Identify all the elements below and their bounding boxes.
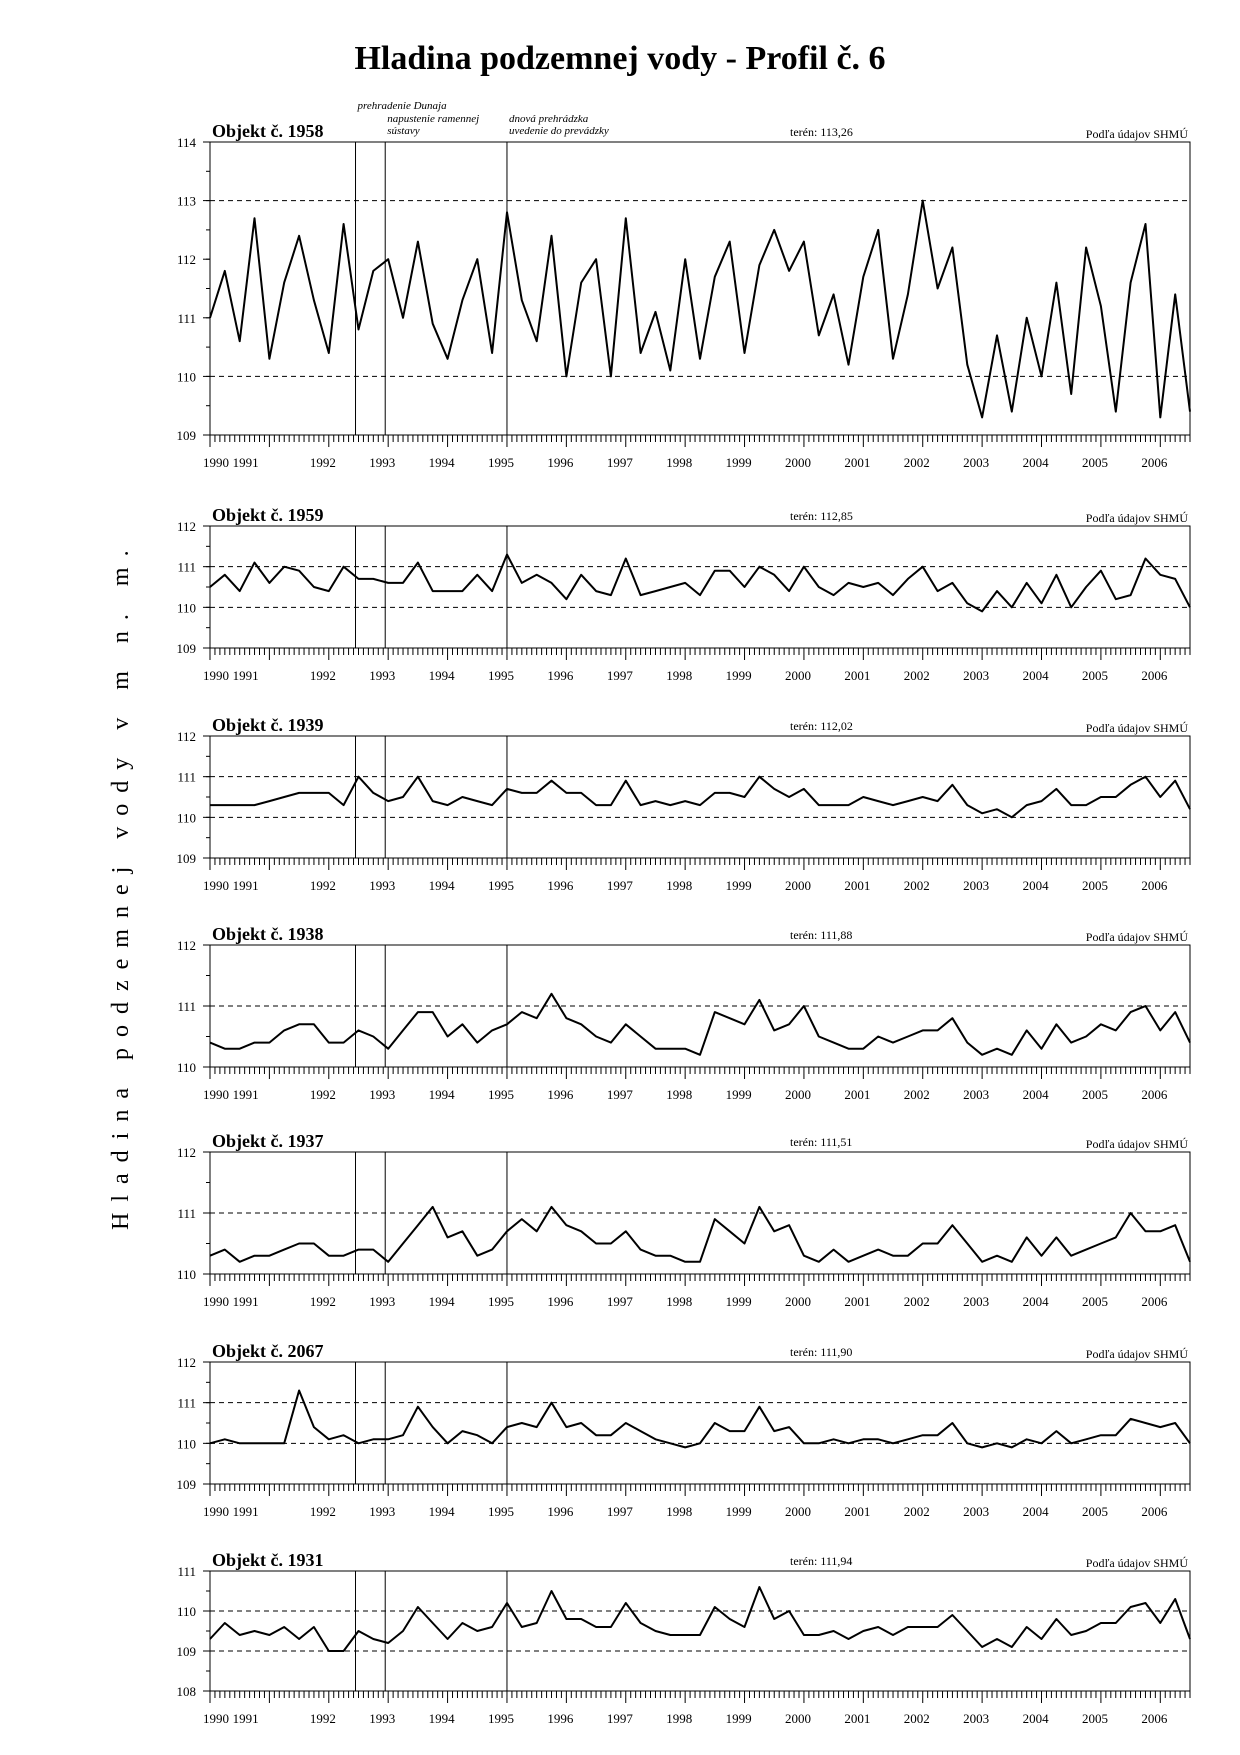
- y-tick-label: 113: [176, 193, 196, 209]
- x-tick-label: 2002: [903, 455, 930, 470]
- x-tick-label: 1993: [369, 455, 396, 470]
- y-tick-label: 110: [176, 1060, 196, 1075]
- x-tick-label: 1998: [666, 455, 693, 470]
- object-title: Objekt č. 1959: [212, 505, 324, 525]
- x-tick-label: 1997: [606, 1294, 633, 1309]
- x-tick-label: 1991: [232, 1294, 259, 1309]
- x-tick-label: 1995: [488, 668, 515, 683]
- x-tick-label: 1998: [666, 1711, 693, 1726]
- y-tick-label: 110: [176, 369, 196, 385]
- x-tick-label: 2003: [963, 455, 990, 470]
- x-tick-label: 1997: [606, 878, 633, 893]
- x-tick-label: 1991: [232, 1711, 259, 1726]
- y-tick-label: 112: [176, 1145, 196, 1160]
- x-tick-label: 1997: [606, 1711, 633, 1726]
- x-tick-label: 2004: [1022, 1711, 1049, 1726]
- x-tick-label: 2001: [844, 1504, 871, 1519]
- object-title: Objekt č. 1939: [212, 715, 324, 735]
- x-tick-label: 1994: [428, 878, 455, 893]
- chart-panel-3: [177, 715, 1191, 893]
- series-line: [210, 555, 1190, 612]
- x-tick-label: 1992: [309, 1294, 336, 1309]
- page-title: Hladina podzemnej vody - Profil č. 6: [354, 40, 886, 77]
- y-tick-label: 111: [177, 559, 196, 575]
- y-tick-label: 110: [176, 1436, 196, 1452]
- x-tick-label: 1991: [232, 455, 259, 470]
- x-tick-label: 1993: [369, 1711, 396, 1726]
- x-tick-label: 1992: [309, 1087, 336, 1102]
- x-tick-label: 1994: [428, 1504, 455, 1519]
- x-tick-label: 1993: [369, 1294, 396, 1309]
- x-tick-label: 1994: [428, 668, 455, 683]
- x-tick-label: 2003: [963, 1294, 990, 1309]
- y-tick-label: 112: [176, 729, 196, 744]
- source-label: Podľa údajov SHMÚ: [1085, 930, 1188, 944]
- x-tick-label: 2005: [1081, 878, 1108, 893]
- x-tick-label: 1997: [606, 455, 633, 470]
- x-tick-label: 2000: [785, 1294, 811, 1309]
- x-tick-label: 2002: [903, 1087, 930, 1102]
- x-tick-label: 2005: [1081, 1294, 1108, 1309]
- x-tick-label: 2001: [844, 878, 871, 893]
- x-tick-label: 2003: [963, 668, 990, 683]
- x-tick-label: 1999: [725, 878, 752, 893]
- x-tick-label: 1994: [428, 455, 455, 470]
- y-tick-label: 111: [177, 769, 196, 785]
- x-tick-label: 1996: [547, 1294, 574, 1309]
- x-tick-label: 2005: [1081, 668, 1108, 683]
- x-tick-label: 1993: [369, 1504, 396, 1519]
- x-tick-label: 1991: [232, 1087, 259, 1102]
- x-tick-label: 1996: [547, 668, 574, 683]
- x-tick-label: 1999: [725, 668, 752, 683]
- x-tick-label: 1998: [666, 1504, 693, 1519]
- x-tick-label: 1990: [202, 1504, 229, 1519]
- x-tick-label: 2004: [1022, 1294, 1049, 1309]
- x-tick-label: 1996: [547, 455, 574, 470]
- y-tick-label: 110: [176, 810, 196, 826]
- x-tick-label: 2006: [1141, 878, 1168, 893]
- x-tick-label: 1990: [202, 878, 229, 893]
- x-tick-label: 2001: [844, 1294, 871, 1309]
- terrain-label: terén: 113,26: [790, 125, 853, 139]
- y-tick-label: 108: [176, 1684, 196, 1699]
- x-tick-label: 2000: [785, 455, 811, 470]
- y-tick-label: 110: [176, 600, 196, 616]
- x-tick-label: 2004: [1022, 668, 1049, 683]
- terrain-label: terén: 112,85: [790, 509, 853, 523]
- y-tick-label: 112: [176, 1355, 196, 1370]
- x-tick-label: 1998: [666, 1087, 693, 1102]
- terrain-label: terén: 111,94: [790, 1554, 853, 1568]
- x-tick-label: 2005: [1081, 1087, 1108, 1102]
- x-tick-label: 1998: [666, 1294, 693, 1309]
- x-tick-label: 1993: [369, 878, 396, 893]
- x-tick-label: 2003: [963, 1711, 990, 1726]
- chart-panel-4: [177, 924, 1190, 1102]
- x-tick-label: 1995: [488, 1294, 515, 1309]
- x-tick-label: 2001: [844, 455, 871, 470]
- terrain-label: terén: 111,88: [790, 928, 853, 942]
- series-line: [210, 1207, 1190, 1262]
- x-tick-label: 1990: [202, 1294, 229, 1309]
- y-tick-label: 111: [177, 999, 196, 1014]
- series-line: [210, 201, 1190, 418]
- source-label: Podľa údajov SHMÚ: [1085, 127, 1188, 141]
- x-tick-label: 1997: [606, 668, 633, 683]
- x-tick-label: 1991: [232, 668, 259, 683]
- y-tick-label: 111: [177, 1206, 196, 1221]
- x-tick-label: 1990: [202, 455, 229, 470]
- x-tick-label: 1994: [428, 1087, 455, 1102]
- y-tick-label: 109: [176, 428, 196, 443]
- x-tick-label: 1999: [725, 1087, 752, 1102]
- y-tick-label: 111: [177, 1564, 196, 1579]
- source-label: Podľa údajov SHMÚ: [1085, 511, 1188, 525]
- series-line: [210, 777, 1190, 818]
- x-tick-label: 2002: [903, 1504, 930, 1519]
- object-title: Objekt č. 1938: [212, 924, 324, 944]
- event-label-line: prehradenie Dunaja: [357, 100, 447, 112]
- object-title: Objekt č. 1931: [212, 1550, 324, 1570]
- x-tick-label: 1992: [309, 878, 336, 893]
- x-tick-label: 2002: [903, 668, 930, 683]
- y-tick-label: 112: [176, 252, 196, 268]
- terrain-label: terén: 111,51: [790, 1135, 853, 1149]
- x-tick-label: 2006: [1141, 455, 1168, 470]
- x-tick-label: 2000: [785, 1711, 811, 1726]
- x-tick-label: 1999: [725, 1504, 752, 1519]
- y-tick-label: 110: [176, 1267, 196, 1282]
- source-label: Podľa údajov SHMÚ: [1085, 1137, 1188, 1151]
- chart-panel-6: [177, 1341, 1191, 1519]
- y-tick-label: 111: [177, 310, 196, 326]
- x-tick-label: 2001: [844, 1087, 871, 1102]
- x-tick-label: 1997: [606, 1504, 633, 1519]
- x-tick-label: 1993: [369, 1087, 396, 1102]
- x-tick-label: 1990: [202, 1087, 229, 1102]
- x-tick-label: 2002: [903, 1294, 930, 1309]
- x-tick-label: 1990: [202, 668, 229, 683]
- x-tick-label: 1992: [309, 1711, 336, 1726]
- y-tick-label: 109: [176, 1644, 196, 1659]
- chart-panel-1: [177, 121, 1191, 470]
- x-tick-label: 2005: [1081, 1711, 1108, 1726]
- x-tick-label: 2004: [1022, 455, 1049, 470]
- x-tick-label: 1994: [428, 1294, 455, 1309]
- y-axis-label: Hladina podzemnej vody v m n. m.: [108, 539, 134, 1230]
- x-tick-label: 1991: [232, 1504, 259, 1519]
- source-label: Podľa údajov SHMÚ: [1085, 1556, 1188, 1570]
- x-tick-label: 1999: [725, 1294, 752, 1309]
- plot-frame: [210, 1362, 1190, 1484]
- x-tick-label: 1999: [725, 1711, 752, 1726]
- x-tick-label: 1999: [725, 455, 752, 470]
- terrain-label: terén: 112,02: [790, 719, 853, 733]
- x-tick-label: 2006: [1141, 668, 1168, 683]
- x-tick-label: 2004: [1022, 878, 1049, 893]
- x-tick-label: 2000: [785, 1087, 811, 1102]
- x-tick-label: 2001: [844, 1711, 871, 1726]
- x-tick-label: 2006: [1141, 1504, 1168, 1519]
- x-tick-label: 2005: [1081, 1504, 1108, 1519]
- y-tick-label: 114: [176, 135, 196, 150]
- y-tick-label: 111: [177, 1395, 196, 1411]
- x-tick-label: 1991: [232, 878, 259, 893]
- x-tick-label: 2004: [1022, 1504, 1049, 1519]
- x-tick-label: 1997: [606, 1087, 633, 1102]
- series-line: [210, 1391, 1190, 1448]
- plot-frame: [210, 736, 1190, 858]
- series-line: [210, 1587, 1190, 1651]
- x-tick-label: 2006: [1141, 1294, 1168, 1309]
- x-tick-label: 1996: [547, 1711, 574, 1726]
- x-tick-label: 1995: [488, 1504, 515, 1519]
- x-tick-label: 1995: [488, 1711, 515, 1726]
- plot-frame: [210, 526, 1190, 648]
- x-tick-label: 2002: [903, 878, 930, 893]
- x-tick-label: 1990: [202, 1711, 229, 1726]
- event-label-line: napustenie ramennej: [387, 113, 480, 125]
- event-label-line: dnová prehrádzka: [508, 113, 589, 125]
- x-tick-label: 2004: [1022, 1087, 1049, 1102]
- y-tick-label: 109: [176, 641, 196, 656]
- x-tick-label: 1993: [369, 668, 396, 683]
- x-tick-label: 1994: [428, 1711, 455, 1726]
- source-label: Podľa údajov SHMÚ: [1085, 1347, 1188, 1361]
- x-tick-label: 1995: [488, 455, 515, 470]
- event-label-line: uvedenie do prevádzky: [508, 125, 609, 137]
- x-tick-label: 2005: [1081, 455, 1108, 470]
- x-tick-label: 1996: [547, 1504, 574, 1519]
- y-tick-label: 112: [176, 519, 196, 534]
- y-tick-label: 110: [176, 1604, 196, 1619]
- x-tick-label: 1995: [488, 878, 515, 893]
- x-tick-label: 1992: [309, 455, 336, 470]
- series-line: [210, 994, 1190, 1055]
- plot-frame: [210, 142, 1190, 435]
- x-tick-label: 1996: [547, 878, 574, 893]
- x-tick-label: 1992: [309, 668, 336, 683]
- x-tick-label: 2003: [963, 878, 990, 893]
- x-tick-label: 2000: [785, 878, 811, 893]
- source-label: Podľa údajov SHMÚ: [1085, 721, 1188, 735]
- object-title: Objekt č. 2067: [212, 1341, 324, 1361]
- y-tick-label: 109: [176, 1477, 196, 1492]
- x-tick-label: 2003: [963, 1087, 990, 1102]
- chart-panel-2: [177, 505, 1191, 683]
- x-tick-label: 2006: [1141, 1711, 1168, 1726]
- plot-frame: [210, 1571, 1190, 1691]
- object-title: Objekt č. 1937: [212, 1131, 324, 1151]
- chart-panel-5: [177, 1131, 1190, 1309]
- x-tick-label: 1995: [488, 1087, 515, 1102]
- x-tick-label: 2002: [903, 1711, 930, 1726]
- terrain-label: terén: 111,90: [790, 1345, 853, 1359]
- x-tick-label: 2000: [785, 668, 811, 683]
- x-tick-label: 1992: [309, 1504, 336, 1519]
- chart-panel-7: [177, 1550, 1191, 1726]
- x-tick-label: 1998: [666, 878, 693, 893]
- x-tick-label: 2000: [785, 1504, 811, 1519]
- object-title: Objekt č. 1958: [212, 121, 324, 141]
- y-tick-label: 112: [176, 938, 196, 953]
- y-tick-label: 109: [176, 851, 196, 866]
- event-label-line: sústavy: [387, 125, 420, 137]
- x-tick-label: 1996: [547, 1087, 574, 1102]
- x-tick-label: 2001: [844, 668, 871, 683]
- x-tick-label: 2003: [963, 1504, 990, 1519]
- x-tick-label: 1998: [666, 668, 693, 683]
- x-tick-label: 2006: [1141, 1087, 1168, 1102]
